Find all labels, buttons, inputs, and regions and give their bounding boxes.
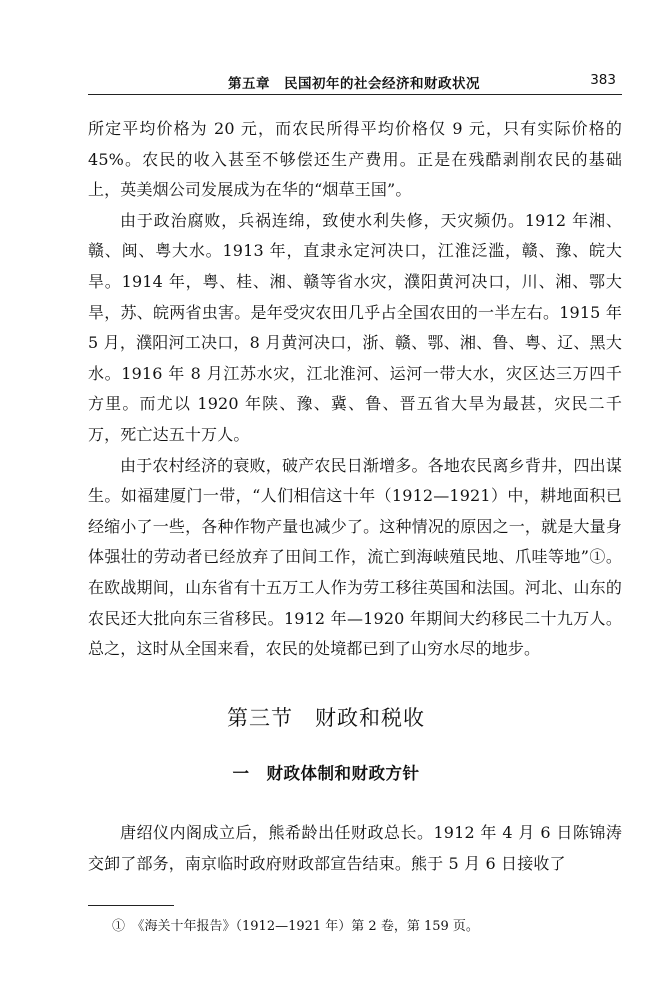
paragraph-disasters: 由于政治腐败，兵祸连绵，致使水利失修，天灾频仍。1912 年湘、赣、闽、粤大水。1913 年，直隶永定河决口，江淮泛滥，赣、豫、皖大旱。1914 年，粤、桂、湘、赣等省水灾，濮阳黄河决口，川、湘、鄂大旱，苏、皖两省虫害。是年受灾农田几乎占全国农田的一半左右。1915 年 5 月，濮阳河工决口，8 月黄河决口，浙、赣、鄂、湘、鲁、粤、辽、黑大水。1916 年 8 月江苏水灾，江北淮河、运河一带大水，灾区达三万四千方里。而尤以 1920 年陕、豫、冀、鲁、晋五省大旱为最甚，灾民二千万，死亡达五十万人。 <box>88 210 622 444</box>
subsection-title: 一 财政体制和财政方针 <box>232 764 420 783</box>
paragraph-finance: 唐绍仪内阁成立后，熊希龄出任财政总长。1912 年 4 月 6 日陈锦涛交卸了部务，南京临时政府财政部宣告结束。熊于 5 月 6 日接收了 <box>88 823 622 873</box>
footnote: ① 《海关十年报告》（1912—1921 年）第 2 卷，第 159 页。 <box>112 919 479 934</box>
section-title: 第三节 财政和税收 <box>227 706 425 730</box>
footnote-divider <box>88 905 174 906</box>
page-number: 383 <box>590 72 616 88</box>
running-header <box>88 60 622 95</box>
paragraph-continued: 所定平均价格为 20 元，而农民所得平均价格仅 9 元，只有实际价格的 45%。农民的收入甚至不够偿还生产费用。正是在残酷剥削农民的基础上，英美烟公司发展成为在华的“烟草王国”。 <box>88 119 622 200</box>
paragraph-migration: 由于农村经济的衰败，破产农民日渐增多。各地农民离乡背井，四出谋生。如福建厦门一带，“人们相信这十年（1912—1921）中，耕地面积已经缩小了一些，各种作物产量也减少了。这种情况的原因之一，就是大量身体强壮的劳动者已经放弃了田间工作，流亡到海峡殖民地、爪哇等地”①。在欧战期间，山东省有十五万工人作为劳工移往英国和法国。河北、山东的农民还大批向东三省移民。1912 年—1920 年期间大约移民二十九万人。总之，这时从全国来看，农民的处境都已到了山穷水尽的地步。 <box>88 455 622 659</box>
body-text <box>88 114 622 665</box>
chapter-running-title: 第五章 民国初年的社会经济和财政状况 <box>228 76 480 92</box>
body-text-section <box>88 818 622 879</box>
